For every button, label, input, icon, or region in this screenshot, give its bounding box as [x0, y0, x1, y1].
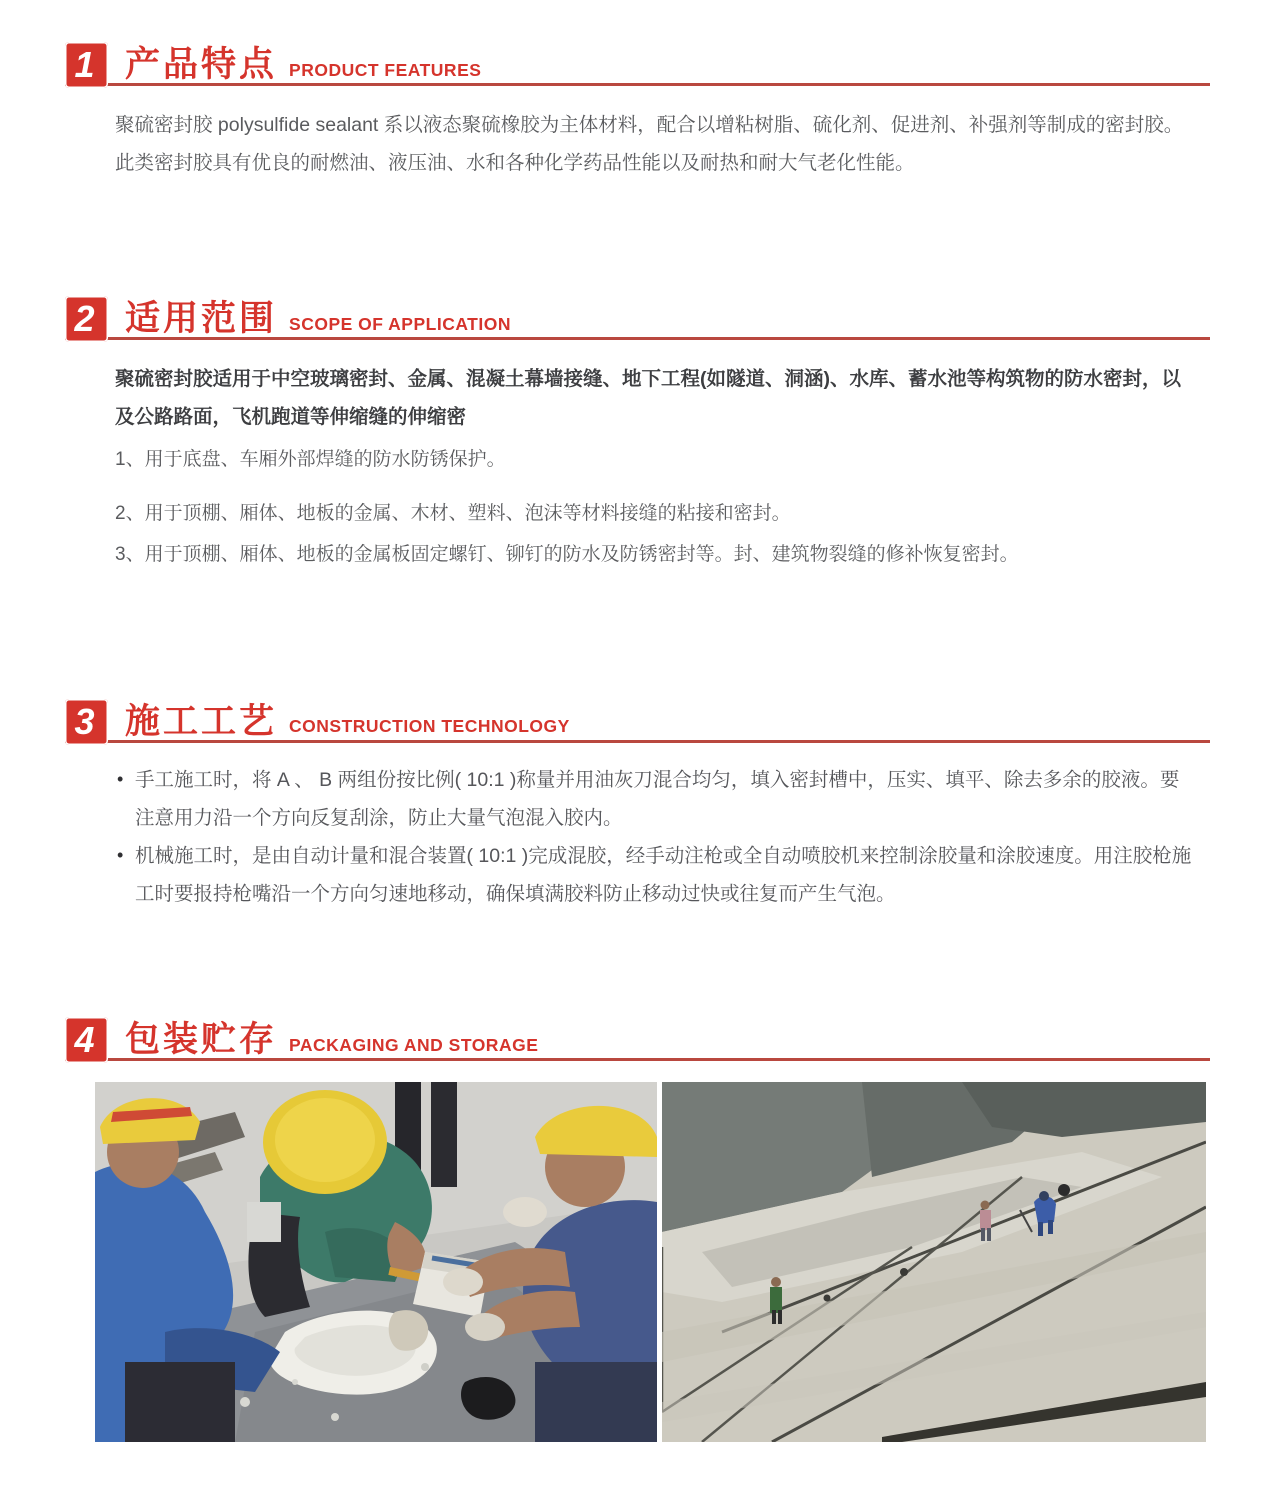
- section-product-features: [65, 0, 1210, 182]
- section-title-en: PRODUCT FEATURES: [289, 59, 482, 80]
- section-title-en: PACKAGING AND STORAGE: [289, 1034, 539, 1055]
- section-1-header: [65, 36, 1210, 86]
- bullet-text: 手工施工时，将 A 、 B 两组份按比例( 10:1 )称量并用油灰刀混合均匀，填入密封槽中，压实、填平、除去多余的胶液。要注意用力沿一个方向反复刮涂，防止大量气泡混入胶内。: [135, 768, 1180, 829]
- bullet-icon: •: [117, 844, 124, 865]
- section-1-body: 聚硫密封胶 polysulfide sealant 系以液态聚硫橡胶为主体材料，配合以增粘树脂、硫化剂、促进剂、补强剂等制成的密封胶。此类密封胶具有优良的耐燃油、液压油、水和各种化学药品性能以及耐热和耐大气老化性能。: [115, 114, 1184, 175]
- section-number: 4: [74, 1019, 95, 1061]
- section-3-bullets: [117, 761, 1192, 913]
- section-title-zh: 施工工艺: [125, 701, 278, 741]
- photo-workers-sealant-illustration: [95, 1082, 657, 1442]
- photo-workers-sealant: [95, 1082, 657, 1442]
- section-number: 3: [74, 700, 95, 742]
- section-construction-technology: [65, 693, 1210, 913]
- bullet-item: [117, 837, 1192, 913]
- list-item: 3、用于顶棚、厢体、地板的金属板固定螺钉、铆钉的防水及防锈密封等。封、建筑物裂缝的修补恢复密封。: [115, 543, 1019, 565]
- section-2-header: [65, 290, 1210, 340]
- section-title-en: SCOPE OF APPLICATION: [289, 313, 511, 334]
- section-number-badge: [65, 699, 108, 745]
- bullet-text: 机械施工时，是由自动计量和混合装置( 10:1 )完成混胶，经手动注枪或全自动喷胶机来控制涂胶量和涂胶速度。用注胶枪施工时要报持枪嘴沿一个方向匀速地移动，确保填满胶料防止移动过快或往复而产生气泡。: [135, 844, 1192, 905]
- section-number: 1: [74, 44, 95, 85]
- bullet-icon: •: [117, 768, 124, 789]
- section-number: 2: [74, 298, 95, 340]
- list-item: 1、用于底盘、车厢外部焊缝的防水防锈保护。: [115, 449, 506, 471]
- photo-concrete-slope: [662, 1082, 1206, 1442]
- section-number-badge: [65, 1017, 108, 1063]
- bullet-item: [117, 761, 1192, 837]
- list-item: 2、用于顶棚、厢体、地板的金属、木材、塑料、泡沫等材料接缝的粘接和密封。: [115, 503, 791, 525]
- section-title-zh: 产品特点: [125, 45, 278, 84]
- section-title-en: CONSTRUCTION TECHNOLOGY: [289, 716, 570, 737]
- section-scope-of-application: [65, 290, 1210, 571]
- photo-row: [95, 1082, 1206, 1442]
- section-number-badge: [65, 42, 108, 88]
- section-title-zh: 包装贮存: [125, 1020, 278, 1060]
- photo-concrete-slope-illustration: [662, 1082, 1206, 1442]
- section-2-list: [115, 444, 1192, 571]
- section-title-zh: 适用范围: [125, 299, 278, 339]
- section-3-header: [65, 693, 1210, 743]
- section-4-header: [65, 1011, 1210, 1061]
- section-number-badge: [65, 296, 108, 342]
- section-2-lead: 聚硫密封胶适用于中空玻璃密封、金属、混凝土幕墙接缝、地下工程(如隧道、洞涵)、水库、蓄水池等构筑物的防水密封，以及公路路面，飞机跑道等伸缩缝的伸缩密: [115, 368, 1181, 429]
